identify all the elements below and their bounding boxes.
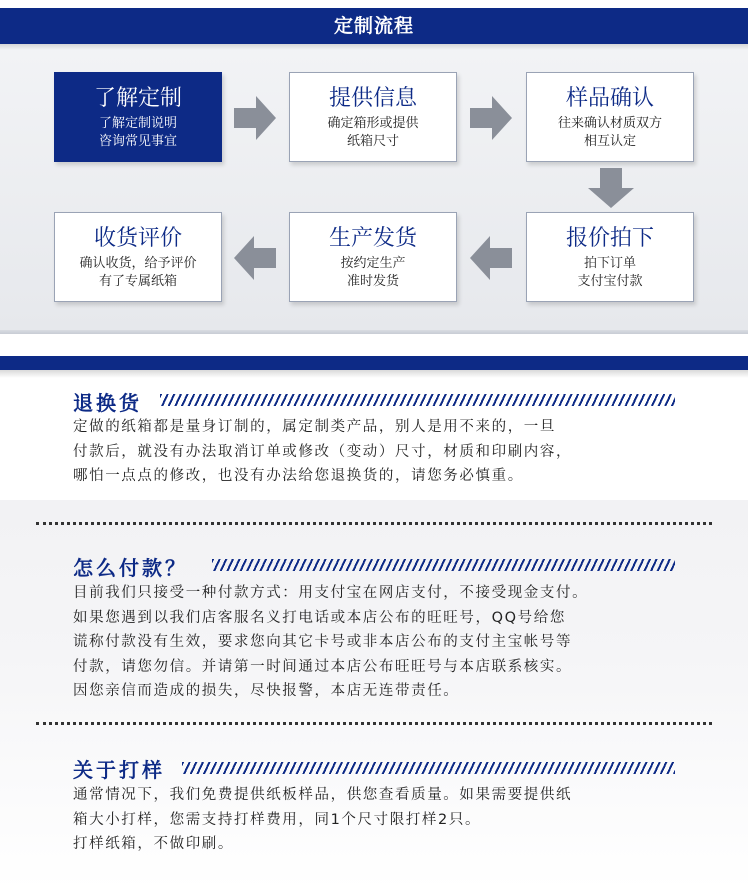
page-title: 定制流程 <box>333 15 414 37</box>
info-topbar <box>0 356 748 370</box>
step-title: 样品确认 <box>565 86 654 111</box>
returns-title: 退换货 <box>73 391 142 415</box>
step-title: 提供信息 <box>328 86 417 111</box>
payment-text <box>73 581 693 704</box>
step-desc: 拍下订单 <box>583 256 636 271</box>
returns-text <box>73 415 693 489</box>
header-shadow <box>0 44 748 50</box>
divider <box>0 330 748 334</box>
decorative-hatch <box>212 559 675 571</box>
step-desc: 确认收货，给予评价 <box>79 256 197 271</box>
text-line: 目前我们只接受一种付款方式：用支付宝在网店支付，不接受现金支付。 <box>73 585 589 601</box>
step-desc: 确定箱形或提供 <box>327 116 419 131</box>
arrow-right-icon <box>470 96 512 140</box>
step-title: 生产发货 <box>328 226 417 251</box>
step-desc: 往来确认材质双方 <box>557 116 662 131</box>
process-flow-section <box>0 0 748 334</box>
step-desc: 了解定制说明 <box>98 116 177 131</box>
step-desc: 准时发货 <box>346 274 399 289</box>
text-line: 付款，请您勿信。并请第一时间通过本店公布旺旺号与本店联系核实。 <box>73 658 573 675</box>
sample-text <box>73 783 693 857</box>
step-production-shipping <box>289 212 457 302</box>
text-line: 因您亲信而造成的损失，尽快报警，本店无连带责任。 <box>73 683 460 699</box>
flow-header <box>0 0 748 44</box>
arrow-left-icon <box>234 236 276 280</box>
arrow-left-icon <box>470 236 512 280</box>
step-quote-order <box>526 212 694 302</box>
step-desc: 按约定生产 <box>340 256 406 271</box>
payment-title: 怎么付款？ <box>73 556 188 580</box>
step-understand-customization <box>54 72 222 162</box>
dotted-divider <box>36 522 712 525</box>
sample-title: 关于打样 <box>73 758 165 782</box>
step-provide-info <box>289 72 457 162</box>
step-title: 报价拍下 <box>565 226 654 251</box>
step-desc: 有了专属纸箱 <box>98 274 177 289</box>
decorative-hatch <box>160 394 675 406</box>
arrow-down-icon <box>588 168 634 208</box>
step-desc: 纸箱尺寸 <box>346 134 399 149</box>
step-desc: 相互认定 <box>583 134 636 149</box>
dotted-divider <box>36 722 712 725</box>
text-line: 谎称付款没有生效，要求您向其它卡号或非本店公布的支付主宝帐号等 <box>73 634 573 650</box>
step-title: 了解定制 <box>93 86 182 111</box>
decorative-hatch <box>182 762 675 774</box>
text-line: 箱大小打样，您需支持打样费用，同1个尺寸限打样2只。 <box>73 811 482 828</box>
step-receive-review <box>54 212 222 302</box>
text-line: 如果您遇到以我们店客服名义打电话或本店公布的旺旺号，QQ号给您 <box>73 609 566 626</box>
step-title: 收货评价 <box>93 226 182 251</box>
text-line: 打样纸箱，不做印刷。 <box>73 836 234 852</box>
text-line: 通常情况下，我们免费提供纸板样品，供您查看质量。如果需要提供纸 <box>73 787 573 803</box>
text-line: 定做的纸箱都是量身订制的，属定制类产品，别人是用不来的，一旦 <box>73 419 556 435</box>
text-line: 付款后，就没有办法取消订单或修改（变动）尺寸，材质和印刷内容， <box>73 443 573 460</box>
step-desc: 支付宝付款 <box>577 274 643 289</box>
arrow-right-icon <box>234 96 276 140</box>
step-sample-confirm <box>526 72 694 162</box>
step-desc: 咨询常见事宜 <box>98 134 177 149</box>
text-line: 哪怕一点点的修改，也没有办法给您退换货的，请您务必慎重。 <box>73 468 524 484</box>
info-topbar-shadow <box>0 370 748 378</box>
